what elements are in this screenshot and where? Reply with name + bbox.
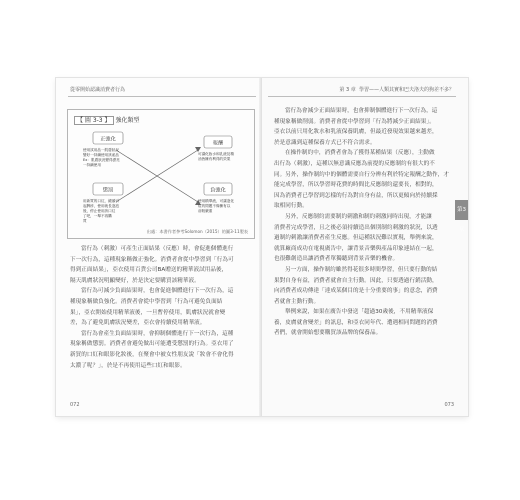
body-line: 當行為（刺激）可產生正面結果（反應）時，會促進個體進行 [81,246,234,252]
body-line: 亞衣以前只用化妝水和乳液保養肌膚，但最近發現效果越來越差， [274,129,438,136]
node-punishment-desc: 用新買的口紅，鏡頭引 起脾疹，使用就長泡泡 後，停止使用該口紅 了吧，一舉不再購 買 [83,199,119,223]
chapter-tab: 第3章 [455,200,468,220]
header-rule [268,96,456,97]
running-head: 從零開始認識消費者行為 [70,87,126,93]
body-line: 因為消費者已學習到怎樣的行為對自身有益，所以更傾向於持續採 [274,192,438,199]
body-line: 當行為可減少負面結果時，也會促進個體進行下一次行為，這 [81,288,234,295]
body-line: 隔天肌膚狀況明顯變好，於是決定要購買該精華液。 [70,277,200,284]
running-head-right [339,86,454,93]
left-body-text [70,244,234,371]
body-line: 舉例來說，如果在廣告中發送「超過30歲後，不用精華液保 [285,309,434,316]
body-line: 於是意識到這種保養方式已不符合需求。 [274,139,376,146]
body-line: 差，為了避免肌膚狀況變差，亞衣會持續使用精華液。 [70,320,206,327]
right-page [262,78,468,416]
body-line: 能完成學習，所以學習時花費的時間比反應制約還要長，相對的， [274,182,438,189]
node-reward-label: 報酬 [212,140,224,147]
figure-box [67,109,255,239]
right-body-text [274,106,449,339]
page-number-left: 072 [70,402,80,408]
body-line: 取相同行動。 [274,203,308,210]
left-page [56,78,262,416]
figure-title-text: 強化類型 [115,117,140,124]
body-line: 種現象稱做負強化。消費者會從中學習到「行為可避免負面結 [70,298,223,305]
node-positive-label: 正強化 [100,136,116,143]
body-line: 同。另外，操作制約中的個體需要自行分辨有利於特定報酬之動作，才 [274,171,449,178]
body-line: 養，皮膚就會變差」的訊息，和亞衣同年代、遭遇相同問題的消費 [274,319,438,326]
node-negative-label: 負強化 [210,187,226,194]
body-line: 當行為會減少正面結果時，也會抑制個體進行下一次行為，這 [285,108,438,114]
chapter-title: 學習——人類其實和巴夫洛夫的狗差不多？ [358,87,454,93]
body-line: 者們，就會開始想要購買該品牌的保養品。 [274,330,382,337]
body-line: 現象稱做懲罰。消費者會避免做出可能遭受懲罰的行為。亞衣用了 [70,341,234,348]
body-line: 就算廠商成功在電視廣告中，讓背景音樂與產品印象連結在一起， [274,245,438,252]
body-line: 出行為（刺激），這種以無意識反應為前提的反應制約有很大的不 [274,160,435,167]
node-reward-desc: 可讓化妝水和乳液及精 油皆擁有利得的效果 [198,152,234,161]
chapter-label: 第 3 章 [339,87,356,93]
body-line: 太濃了呢？」，於是不再使用這些口紅和眼影。 [70,362,186,369]
reinforcement-diagram [68,110,254,238]
body-line: 種現象稱做削弱。消費者會從中學習到「行為將減少正面結果」。 [274,118,435,125]
node-punishment-label: 懲罰 [102,187,114,194]
book-spread [56,78,468,416]
body-line: 果對自身有益，消費者就會自主行動。因此，只要透過行銷活動， [274,277,438,284]
figure-caption: 出處：本書作者參考Solomon（2015）的圖3-11製表 [146,229,248,234]
node-negative-desc: 使用精華液，可讓泡化 痘的問題不像擁有以 前較嚴重 [198,199,234,213]
body-line: 下一次行為，這種現象稱做正強化。消費者會從中學習到「行為可 [70,256,234,263]
figure-number: 【 圖 3-3 】 [74,116,114,125]
page-number-right: 073 [444,402,454,408]
node-positive-desc: 使用試用品一肌膚狀況 變好一持續使用該產品 Ex：肌膚狀況變得漂亮 一持續使用 [83,148,120,167]
body-line: 新買的口紅和眼影化妝後，在聚會中被女性朋友說「妝會不會化得 [70,351,234,358]
body-line: 另一方面，操作制約雖然得花很多時間學習，但只要行動的結 [285,266,438,273]
header-rule [68,96,256,97]
body-line: 過制約刺激讓消費者產生反應。但這種狀況難以實現，舉例來說， [274,235,438,242]
body-line: 果」，亞衣開始使用精華液後，一旦暫停使用，肌膚狀況就會變 [70,309,226,316]
body-line: 在操作制約中，消費者會為了獲得某種結果（反應），主動做 [285,150,435,157]
body-line: 也很難創造出讓消費者單獨聽到背景音樂的機會。 [274,256,399,263]
body-line: 當行為會產生負面結果時，會抑制個體進行下一次行為，這種 [81,330,234,337]
body-line: 向消費者成功傳達「達成某個目的是十分重要的事」的意念，消費 [274,288,438,295]
body-line: 得到正面結果」，亞衣使用百貨公司BA贈送的精華液試用品後， [70,267,228,274]
body-line: 另外，反應制約需要制約刺激和制約刺激同時出現，才能讓 [285,213,432,220]
body-line: 者就會主動行動。 [274,298,320,305]
body-line: 消費者完成學習，且之後必須持續造出個別制約刺激的狀況，以透 [274,224,438,231]
